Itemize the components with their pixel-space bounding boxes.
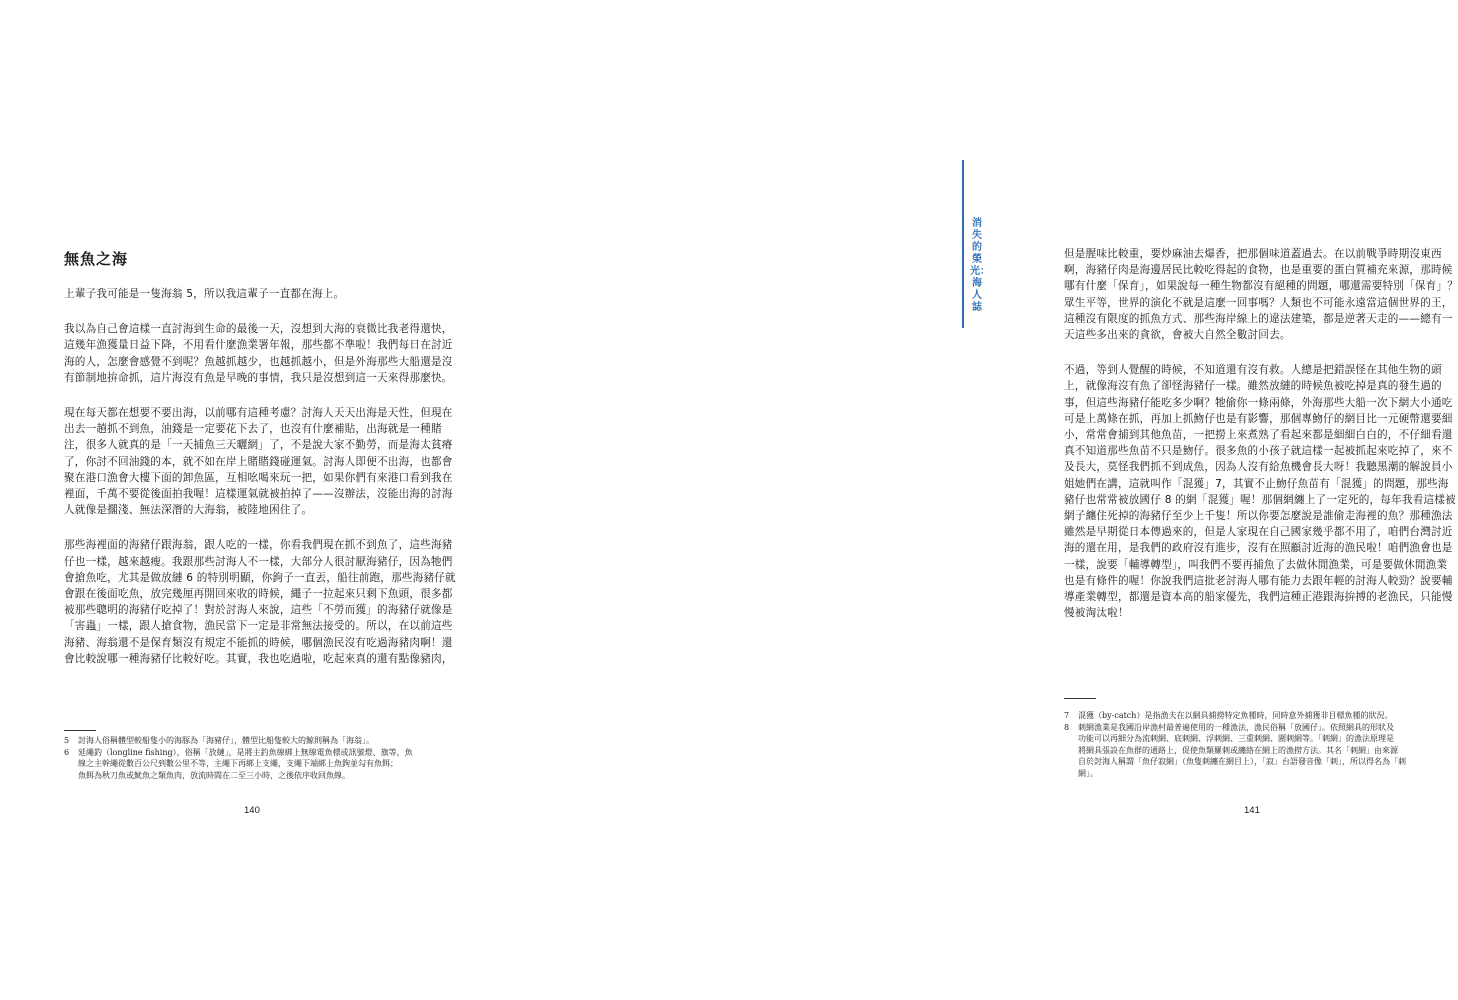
text-line: 海的人，怎麼會感覺不到呢？魚越抓越少，也越抓越小，但是外海那些大船還是沒 — [64, 355, 453, 368]
text-line: 也是有條件的喔！你說我們這批老討海人哪有能力去跟年輕的討海人較勁？說要輔 — [1064, 574, 1453, 587]
text-line: 仔也一樣，越來越瘦。我跟那些討海人不一樣，大部分人很討厭海豬仔，因為牠們 — [64, 555, 453, 568]
footnote-line: 功能可以再細分為流刺網、底刺網、浮刺網、三重刺網、圍刺網等。「刺網」的漁法原理是 — [1078, 734, 1394, 743]
text-line: 那些海裡面的海豬仔跟海翁，跟人吃的一樣，你看我們現在抓不到魚了，這些海豬 — [64, 539, 453, 552]
left-page — [0, 0, 500, 1000]
footnote-line: 自於討海人稱謂「魚仔寂網」（魚隻刺纏在網目上），「寂」台語發音像「刺」，所以得名為「刺 — [1078, 757, 1406, 766]
footnote-text — [78, 747, 444, 782]
footnote-text — [78, 735, 444, 747]
text-line: 不過，等到人覺醒的時候，不知道還有沒有救。人總是把錯誤怪在其他生物的頭 — [1064, 364, 1442, 377]
text-line: 注，很多人就真的是「一天捕魚三天曬網」了，不是說大家不勤勞，而是海太貧瘠 — [64, 439, 453, 452]
text-line: 豬仔也常常被放國仔 8 的網「混獲」喔！那個網纏上了一定死的，每年我看這樣被 — [1064, 493, 1456, 506]
text-line: 及長大，莫怪我們抓不到成魚，因為人沒有給魚機會長大呀！我聽黑潮的解說員小 — [1064, 461, 1453, 474]
text-line: 真不知道那些魚苗不只是魩仔。很多魚的小孩子就這樣一起被抓起來吃掉了，來不 — [1064, 445, 1453, 458]
side-tab-label: 消失的榮光：海人誌 — [970, 218, 990, 313]
text-line: 我以為自己會這樣一直討海到生命的最後一天，沒想到大海的衰微比我老得還快， — [64, 323, 453, 336]
paragraph — [1064, 246, 1458, 343]
footnote-line: 延繩釣（longline fishing），俗稱「放縺」，是將主釣魚線綁上無線電魚標或訊號燈、旗等，魚 — [78, 747, 413, 757]
footnote-line: 線之主幹繩從數百公尺到數公里不等，主繩下再綁上支繩，支繩下端綁上魚鉤並勾有魚餌； — [78, 759, 398, 768]
footnote — [1064, 722, 1440, 780]
text-line: 一樣，說要「輔導轉型」，叫我們不要再捕魚了去做休閒漁業，可是要做休閒漁業 — [1064, 558, 1448, 571]
text-line: 了，你討不回油錢的本，就不如在岸上賭賭錢碰運氣。討海人即便不出海，也都會 — [64, 455, 453, 468]
text-line: 慢被淘汰啦！ — [1064, 607, 1129, 620]
left-footnotes — [64, 735, 444, 781]
paragraph — [64, 286, 436, 302]
text-line: 有節制地拚命抓，這片海沒有魚是早晚的事情，我只是沒想到這一天來得那麼快。 — [64, 371, 453, 384]
footnote-line: 討海人俗稱體型較船隻小的海豚為「海豬仔」，體型比船隻較大的鯨則稱為「海翁」。 — [78, 736, 374, 745]
text-line: 可是上萬條在抓，再加上抓魩仔也是有影響，那個專魩仔的網目比一元硬幣還要細 — [1064, 412, 1453, 425]
right-page — [500, 0, 1458, 1000]
text-line: 眾生平等，世界的演化不就是這麼一回事嗎？人類也不可能永遠當這個世界的王， — [1064, 296, 1453, 309]
text-line: 被那些聰明的海豬仔吃掉了！對於討海人來說，這些「不勞而獲」的海豬仔就像是 — [64, 604, 453, 617]
paragraph — [1064, 362, 1456, 621]
footnote-text — [1078, 722, 1440, 780]
footnote-number: 5 — [64, 736, 70, 745]
footnote-number: 8 — [1064, 722, 1070, 732]
footnote-line: 魚餌為秋刀魚或魷魚之類魚肉，放流時間在二至三小時，之後依序收回魚線。 — [78, 770, 350, 780]
footnote — [64, 747, 444, 782]
text-line: 裡面，千萬不要從後面拍我喔！這樣運氣就被拍掉了——沒辦法，沒能出海的討海 — [64, 488, 453, 501]
text-line: 啊，海豬仔肉是海邊居民比較吃得起的食物，也是重要的蛋白質補充來源，那時候 — [1064, 264, 1453, 277]
text-line: 上輩子我可能是一隻海翁 5，所以我這輩子一直都在海上。 — [64, 288, 345, 300]
text-line: 這幾年漁獲量日益下降，不用看什麼漁業署年報，那些都不準啦！我們每日在討近 — [64, 339, 453, 352]
text-line: 姐她們在講，這就叫作「混獲」7，其實不止魩仔魚苗有「混獲」的問題，那些海 — [1064, 477, 1449, 490]
footnote — [64, 735, 444, 747]
footnote-line: 混獲（by-catch）是指漁夫在以網具捕撈特定魚種時，同時意外捕獲非目標魚種的狀況。 — [1078, 711, 1393, 720]
paragraph — [64, 321, 453, 386]
paragraph — [64, 405, 453, 518]
text-line: 會跟在後面吃魚，放完幾厘再開回來收的時候，繩子一拉起來只剩下魚頭，很多都 — [64, 588, 453, 601]
text-line: 海的還在用，是我們的政府沒有進步，沒有在照顧討近海的漁民啦！咱們漁會也是 — [1064, 542, 1453, 555]
text-line: 海豬、海翁還不是保育類沒有規定不能抓的時候，哪個漁民沒有吃過海豬肉啊！還 — [64, 636, 453, 649]
text-line: 導產業轉型，都還是資本高的船家優先，我們這種正港跟海拚搏的老漁民，只能慢 — [1064, 591, 1453, 604]
text-line: 出去一趟抓不到魚，油錢是一定要花下去了，也沒有什麼補貼，出海就是一種賭 — [64, 423, 442, 436]
text-line: 會搶魚吃，尤其是做放縺 6 的特別明顯，你鉤子一直丟，船往前跑，那些海豬仔就 — [64, 571, 456, 584]
text-line: 這種沒有限度的抓魚方式、那些海岸線上的違法建築，都是逆著天走的——總有一 — [1064, 312, 1453, 325]
text-line: 會比較說哪一種海豬仔比較好吃。其實，我也吃過啦，吃起來真的還有點像豬肉， — [64, 652, 453, 665]
side-tab-rule — [962, 160, 964, 328]
text-line: 人就像是擱淺、無法深潛的大海翁，被陸地困住了。 — [64, 504, 313, 517]
paragraph — [64, 537, 456, 667]
footnote-text — [1078, 710, 1440, 722]
right-footnotes — [1064, 710, 1440, 779]
footnote-line: 刺網漁業是我國沿岸漁村最普遍使用的一種漁法，漁民俗稱「放國仔」。依照網具的形狀及 — [1078, 722, 1394, 732]
text-line: 哪有什麼「保育」，如果說每一種生物都沒有絕種的問題，哪還需要特別「保育」？ — [1064, 280, 1458, 293]
footnote-line: 將網具張設在魚群的通路上，促使魚類羅刺或纏絡在網上的漁撈方法。其名「刺網」由來源 — [1078, 745, 1398, 755]
left-body-text — [64, 286, 456, 686]
text-line: 上，就像海沒有魚了卻怪海豬仔一樣。雖然放縺的時候魚被吃掉是真的發生過的 — [1064, 380, 1442, 393]
right-body-text — [1064, 246, 1458, 640]
footnote — [1064, 710, 1440, 722]
text-line: 雖然是早期從日本傳過來的，但是人家現在自己國家幾乎都不用了，咱們台灣討近 — [1064, 526, 1453, 539]
footnote-number: 6 — [64, 747, 70, 757]
footnote-divider — [64, 730, 96, 731]
footnote-line: 網」。 — [1078, 768, 1098, 778]
text-line: 但是腥味比較重，要炒麻油去爆香，把那個味道蓋過去。在以前戰爭時期沒東西 — [1064, 248, 1442, 260]
text-line: 網子纏住死掉的海豬仔至少上千隻！所以你要怎麼說是誰偷走海裡的魚？那種漁法 — [1064, 510, 1453, 523]
chapter-title: 無魚之海 — [64, 250, 129, 268]
footnote-number: 7 — [1064, 711, 1070, 720]
page-number: 141 — [1244, 805, 1260, 816]
text-line: 小，常常會捕到其他魚苗，一把撈上來煮熟了看起來都是細細白白的，不仔細看還 — [1064, 429, 1453, 442]
text-line: 聚在港口漁會大樓下面的卸魚區，互相吆喝來玩一把，如果你們有來港口看到我在 — [64, 471, 453, 484]
footnote-divider — [1064, 698, 1096, 699]
page-number: 140 — [244, 805, 260, 816]
text-line: 事，但這些海豬仔能吃多少啊？牠偷你一條兩條，外海那些大船一次下網大小通吃 — [1064, 396, 1453, 409]
text-line: 天這些多出來的貪欲，會被大自然全數討回去。 — [1064, 329, 1291, 342]
text-line: 現在每天都在想要不要出海，以前哪有這種考慮？討海人天天出海是天性，但現在 — [64, 407, 453, 420]
text-line: 「害蟲」一樣，跟人搶食物，漁民當下一定是非常無法接受的。所以，在以前這些 — [64, 620, 453, 633]
